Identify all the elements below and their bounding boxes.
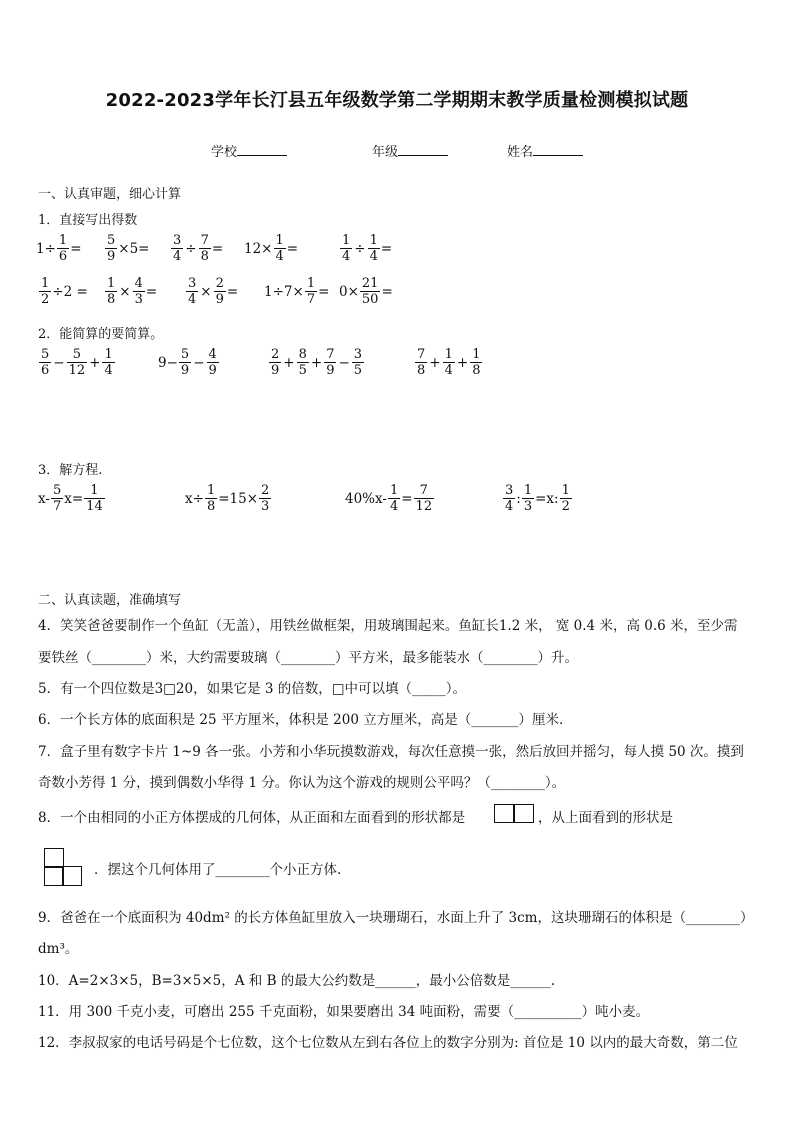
equation-4: $\frac{3}{4}$ : $\frac{1}{3}$ =x: $\frac{1}{2}$ bbox=[505, 483, 570, 514]
question-4-line-1: 4．笑笑爸爸要制作一个鱼缸（无盖），用铁丝做框架，用玻璃围起来。鱼缸长1.2 米， 宽 0.4 米，高 0.6 米，至少需 bbox=[38, 618, 738, 634]
simplify-4: $\frac{7}{8}$ + $\frac{1}{4}$ + $\frac{1}{8}$ bbox=[417, 347, 481, 378]
school-field[interactable]: 学校 bbox=[211, 141, 287, 160]
name-field[interactable]: 姓名 bbox=[507, 141, 583, 160]
equation-2: x÷ $\frac{1}{8}$ =15× $\frac{2}{3}$ bbox=[185, 483, 270, 514]
page-title: 2022-2023学年长汀县五年级数学第二学期期末教学质量检测模拟试题 bbox=[105, 90, 689, 111]
calc-r1c1: 1÷ $\frac{1}{6}$ = bbox=[36, 233, 82, 264]
calc-r2c5: 0× $\frac{21}{50}$ = bbox=[339, 276, 393, 307]
calc-r2c2: $\frac{1}{8}$ × $\frac{4}{3}$ = bbox=[107, 276, 158, 307]
calc-r1c5: $\frac{1}{4}$ ÷ $\frac{1}{4}$ = bbox=[342, 233, 393, 264]
question-11: 11．用 300 千克小麦，可磨出 255 千克面粉，如果要磨出 34 吨面粉，需要（__________）吨小麦。 bbox=[38, 1004, 650, 1020]
equation-1: x- $\frac{5}{7}$ x= $\frac{1}{14}$ bbox=[38, 483, 103, 514]
question-8-text-b: ，从上面看到的形状是 bbox=[538, 810, 673, 826]
question-8-text-c: ．摆这个几何体用了________个小正方体. bbox=[94, 862, 342, 878]
calc-r2c1: $\frac{1}{2}$ ÷2 = bbox=[41, 276, 88, 307]
section-1-heading: 一、认真审题，细心计算 bbox=[38, 187, 182, 202]
section-2-heading: 二、认真读题，准确填写 bbox=[38, 593, 182, 608]
question-8-text-a: 8．一个由相同的小正方体摆成的几何体，从正面和左面看到的形状都是 bbox=[38, 810, 466, 826]
question-6: 6．一个长方体的底面积是 25 平方厘米，体积是 200 立方厘米，高是（_______）厘米. bbox=[38, 712, 564, 728]
question-7-line-1: 7．盒子里有数字卡片 1~9 各一张。小芳和小华玩摸数游戏，每次任意摸一张，然后放回并摇匀，每人摸 50 次。摸到 bbox=[38, 744, 744, 760]
question-12: 12．李叔叔家的电话号码是个七位数，这个七位数从左到右各位上的数字分别为: 首位是 10 以内的最大奇数，第二位 bbox=[38, 1035, 738, 1051]
q3-heading: 3．解方程. bbox=[38, 463, 103, 478]
simplify-2: 9− $\frac{5}{9}$ − $\frac{4}{9}$ bbox=[158, 347, 217, 378]
question-7-line-2: 奇数小芳得 1 分，摸到偶数小华得 1 分。你认为这个游戏的规则公平吗？（________）。 bbox=[38, 775, 566, 791]
calc-r2c4: 1÷7× $\frac{1}{7}$ = bbox=[264, 276, 330, 307]
q2-heading: 2．能简算的要简算。 bbox=[38, 327, 164, 342]
equation-3: 40%x- $\frac{1}{4}$ = $\frac{7}{12}$ bbox=[345, 483, 433, 514]
question-9-line-1: 9．爸爸在一个底面积为 40dm² 的长方体鱼缸里放入一块珊瑚石，水面上升了 3cm，这块珊瑚石的体积是（________） bbox=[38, 910, 754, 926]
simplify-1: $\frac{5}{6}$ − $\frac{5}{12}$ + $\frac{1}{4}$ bbox=[41, 347, 113, 378]
simplify-3: $\frac{2}{9}$ + $\frac{8}{5}$ + $\frac{7}{9}$ − $\frac{3}{5}$ bbox=[271, 347, 363, 378]
question-10: 10．A=2×3×5，B=3×5×5，A 和 B 的最大公约数是______，最小公倍数是______. bbox=[38, 973, 556, 989]
calc-r1c3: $\frac{3}{4}$ ÷ $\frac{7}{8}$ = bbox=[173, 233, 224, 264]
calc-r1c4: 12× $\frac{1}{4}$ = bbox=[244, 233, 299, 264]
grade-field[interactable]: 年级 bbox=[372, 141, 448, 160]
question-4-line-2: 要铁丝（________）米，大约需要玻璃（________）平方米，最多能装水（________）升。 bbox=[38, 650, 578, 666]
question-5: 5．有一个四位数是3□20，如果它是 3 的倍数，□中可以填（_____）。 bbox=[38, 681, 467, 697]
calc-r2c3: $\frac{3}{4}$ × $\frac{2}{9}$ = bbox=[188, 276, 239, 307]
question-9-line-2: dm³。 bbox=[38, 941, 79, 957]
front-view-figure bbox=[494, 804, 534, 823]
q1-heading: 1．直接写出得数 bbox=[38, 213, 138, 228]
calc-r1c2: $\frac{5}{9}$ ×5= bbox=[107, 233, 150, 264]
